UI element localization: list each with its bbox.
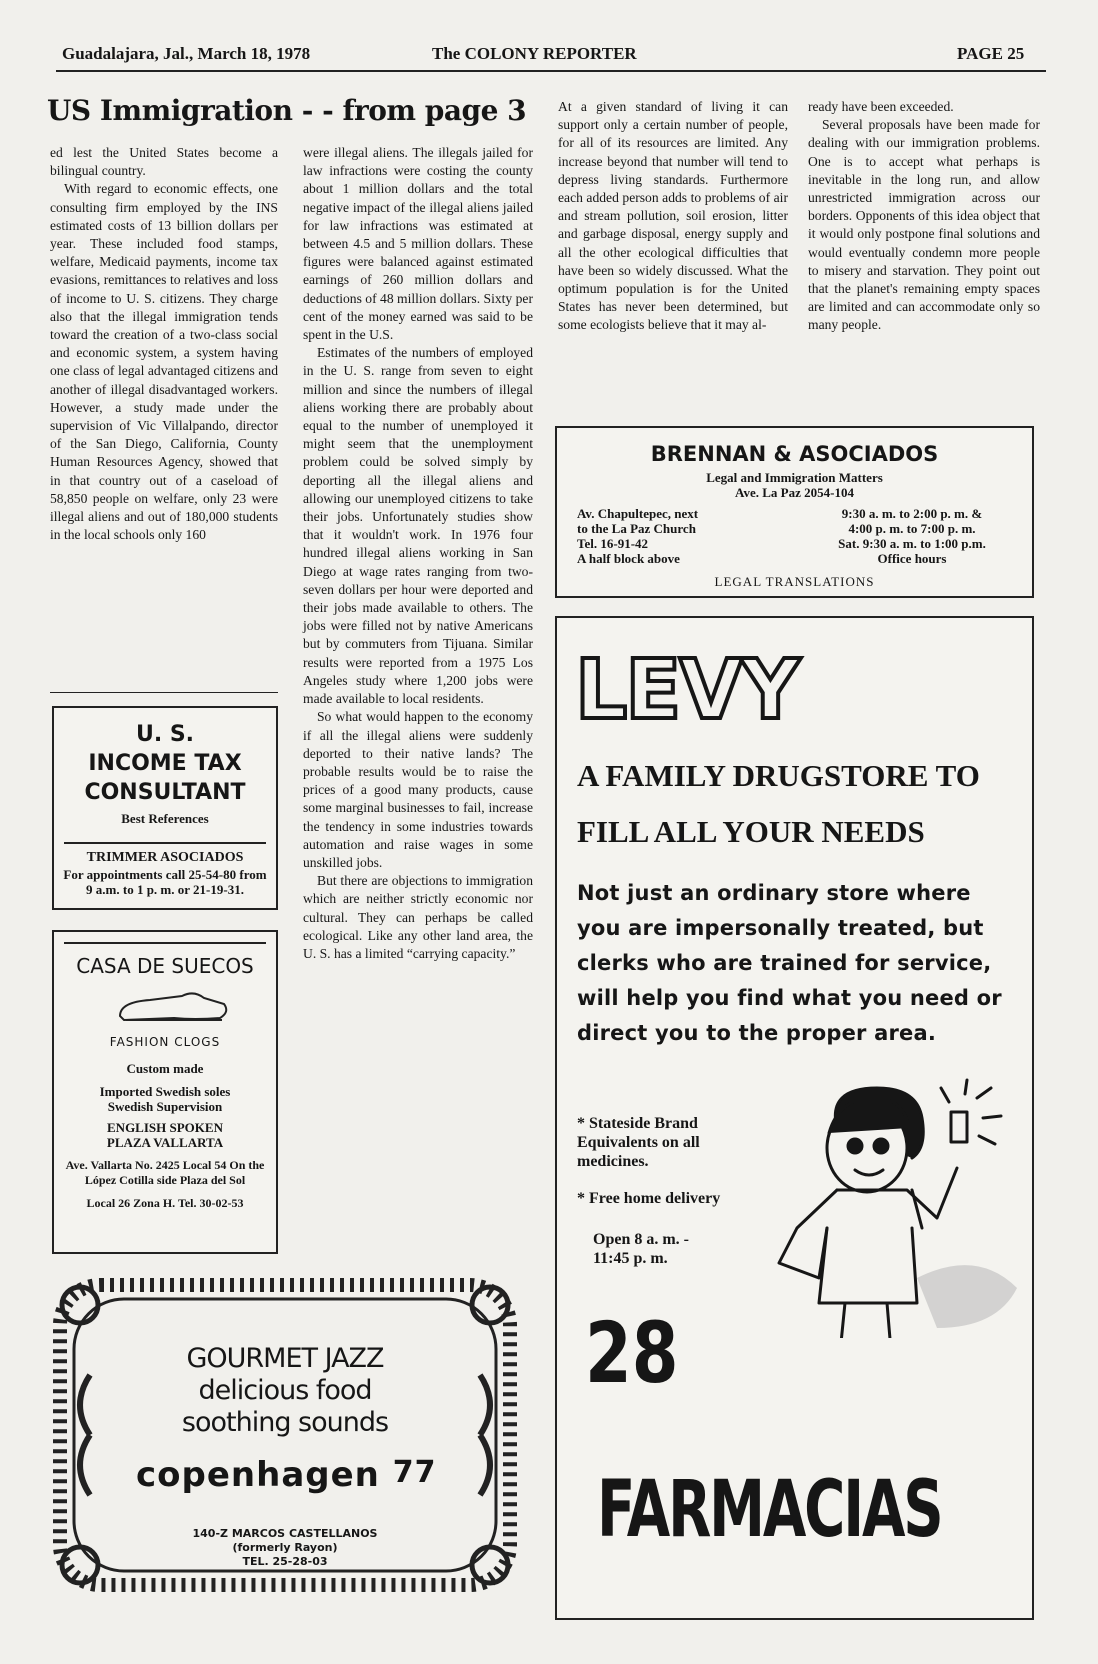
ad-line: Legal and Immigration Matters xyxy=(706,470,883,485)
levy-logo: LEVY xyxy=(575,643,799,738)
ad-line: A half block above xyxy=(577,551,680,566)
tax-consultant-ad xyxy=(52,706,278,910)
ad-title: BRENNAN & ASOCIADOS xyxy=(650,442,939,466)
restaurant-name: copenhagen xyxy=(136,1455,380,1495)
ad-line: Custom made xyxy=(126,1061,204,1076)
ad-line: GOURMET JAZZ xyxy=(186,1343,384,1374)
paragraph: Estimates of the numbers of employed in the U. S. range from seven to eight million and since the numbers of illegal aliens working there are probably about equal to the number of unemployed it might seem that the unemployment problem could be solved simply by deporting all the illegal aliens and allowing our unemployed citizens to take their jobs. Unfortunately studies show that it wouldn't work. In 1976 four hundred illegal aliens working in San Diego at wage rates ranging from two-seven dollars per hour were deported and their jobs made available to others. The jobs were filled not by native Americans but by commuters from Tijuana. Similar results were reported from a 1975 Los Angeles study where 1,200 jobs were made available to local residents. xyxy=(303,345,533,707)
ad-line: Av. Chapultepec, next xyxy=(577,506,699,521)
ad-formerly: (formerly Rayon) xyxy=(232,1541,338,1554)
ad-footer: LEGAL TRANSLATIONS xyxy=(714,574,875,589)
ad-phone: Local 26 Zona H. Tel. 30-02-53 xyxy=(86,1196,244,1210)
paragraph: Several proposals have been made for dealing with our immigration problems. One is to accept what perhaps is inevitable in the long run, and allow unrestricted immigration across our borders. Opponents of this idea object that it would only postpone final solutions and would eventually condemn more people to misery and starvation. They point out that the planet's remaining empty spaces are limited and can accommodate only so many people. xyxy=(808,117,1040,333)
store-count: 28 xyxy=(585,1304,679,1402)
paragraph: With regard to economic effects, one consulting firm employed by the INS estimated costs of 13 billion dollars per year. These included food stamps, welfare, Medicaid payments, income tax evasions, remittances to relatives and loss of income to U. S. citizens. They charge also that the illegal immigration tends toward the creation of a two-class social and economic system, a system having one class of legal advantaged citizens and another of illegal disadvantaged workers. However, a study made under the supervision of Vic Villalpando, director of the San Diego, California, County Human Resources Agency, showed that in that country out of a caseload of 58,850 people on welfare, only 23 were illegal aliens and out of 180,000 students in the local schools only 160 xyxy=(50,181,278,543)
ad-line: 9:30 a. m. to 2:00 p. m. & xyxy=(841,506,983,521)
ad-line: Swedish Supervision xyxy=(107,1099,223,1114)
ad-line: Tel. 16-91-42 xyxy=(577,536,649,551)
article-column-2 xyxy=(303,144,533,963)
paragraph: So what would happen to the economy if all the illegal aliens were suddenly deported to their native lands? The probable results would be to raise the prices of a good many products, cause some marginal businesses to fail, increase the tendency in some industries towards automation and raise wages in some unskilled jobs. xyxy=(303,709,533,870)
ad-line: delicious food xyxy=(198,1375,372,1406)
ad-line: ENGLISH SPOKEN xyxy=(107,1120,223,1135)
levy-drugstore-ad xyxy=(555,616,1034,1620)
brennan-asociados-ad xyxy=(555,426,1034,598)
ad-line: to the La Paz Church xyxy=(577,521,696,536)
ad-line: INCOME TAX xyxy=(88,751,242,776)
ad-body: Not just an ordinary store where you are impersonally treated, but clerks who are trained for service, will help you find what you need or direct you to the proper area. xyxy=(577,881,1002,1045)
dateline: Guadalajara, Jal., March 18, 1978 xyxy=(62,44,311,63)
pharmacist-illustration-icon xyxy=(727,1078,1027,1338)
casa-de-suecos-ad xyxy=(52,930,278,1254)
ad-line: CONSULTANT xyxy=(84,780,246,805)
restaurant-number: 77 xyxy=(392,1455,437,1490)
ad-address: Ave. Vallarta No. 2425 Local 54 On the López Cotilla side Plaza del Sol xyxy=(65,1158,265,1187)
article-column-4 xyxy=(808,98,1040,335)
ad-firm: TRIMMER ASOCIADOS xyxy=(86,850,244,865)
ad-line: Sat. 9:30 a. m. to 1:00 p.m. xyxy=(838,536,986,551)
paragraph: were illegal aliens. The illegals jailed for law infractions were costing the county about 1 million dollars and the total negative impact of the illegal aliens jailed for law infractions was estimated at between 4.5 and 5 million dollars. These figures were balanced against estimated earnings of 260 million dollars and deductions of 48 million dollars. Sixty per cent of the money earned was said to be spent in the U.S. xyxy=(303,145,533,343)
ad-line: Imported Swedish soles xyxy=(99,1084,231,1099)
ad-title: CASA DE SUECOS xyxy=(76,954,254,978)
paragraph: But there are objections to immigration which are neither strictly economic nor cultural. They can perhaps be called ecological. Like any other land area, the U. S. has a limited “carrying capacity.” xyxy=(303,873,533,961)
headline: US Immigration - - from page 3 xyxy=(47,94,527,127)
ad-phone: TEL. 25-28-03 xyxy=(242,1555,328,1568)
paragraph: ready have been exceeded. xyxy=(808,99,954,114)
ad-tagline: A FAMILY DRUGSTORE TO xyxy=(577,758,980,793)
paragraph: ed lest the United States become a bilingual country. xyxy=(50,145,278,179)
ad-bullet: * Free home delivery xyxy=(577,1190,721,1207)
ad-references: Best References xyxy=(121,811,209,826)
ad-tagline: FILL ALL YOUR NEEDS xyxy=(577,814,925,849)
copenhagen-77-ad xyxy=(50,1275,520,1595)
paragraph: At a given standard of living it can support only a certain number of people, for all of its resources are limited. Any increase beyond that number will tend to depress living standards. Furthermore each added person adds to problems of air and stream pollution, soil erosion, litter and garbage disposal, energy supply and all the other ecological difficulties that have been so widely discussed. What the optimum population is for the United States has never been determined, but some ecologists believe that it may al- xyxy=(558,99,788,333)
ad-bullet: * Stateside Brand Equivalents on all medicines. xyxy=(577,1115,700,1170)
ad-address: 140-Z MARCOS CASTELLANOS xyxy=(192,1527,378,1540)
clog-shoe-icon xyxy=(54,978,276,1030)
header-rule xyxy=(56,70,1046,72)
page-number: PAGE 25 xyxy=(957,44,1025,63)
article-column-1 xyxy=(50,144,278,544)
ad-line: 4:00 p. m. to 7:00 p. m. xyxy=(848,521,976,536)
ad-subtitle: FASHION CLOGS xyxy=(109,1035,221,1049)
ad-line: soothing sounds xyxy=(181,1407,389,1438)
article-column-3 xyxy=(558,98,788,335)
farmacias-label: FARMACIAS xyxy=(597,1465,942,1555)
ad-line: Ave. La Paz 2054-104 xyxy=(735,485,854,500)
ad-line: PLAZA VALLARTA xyxy=(106,1135,224,1150)
ad-line: U. S. xyxy=(135,722,195,747)
ad-line: Office hours xyxy=(877,551,947,566)
col1-rule xyxy=(50,692,278,693)
ad-hours: Open 8 a. m. - 11:45 p. m. xyxy=(593,1231,689,1267)
newspaper-name: The COLONY REPORTER xyxy=(432,44,637,63)
ad-appointments: For appointments call 25-54-80 from 9 a.m. to 1 p. m. or 21-19-31. xyxy=(63,867,267,897)
